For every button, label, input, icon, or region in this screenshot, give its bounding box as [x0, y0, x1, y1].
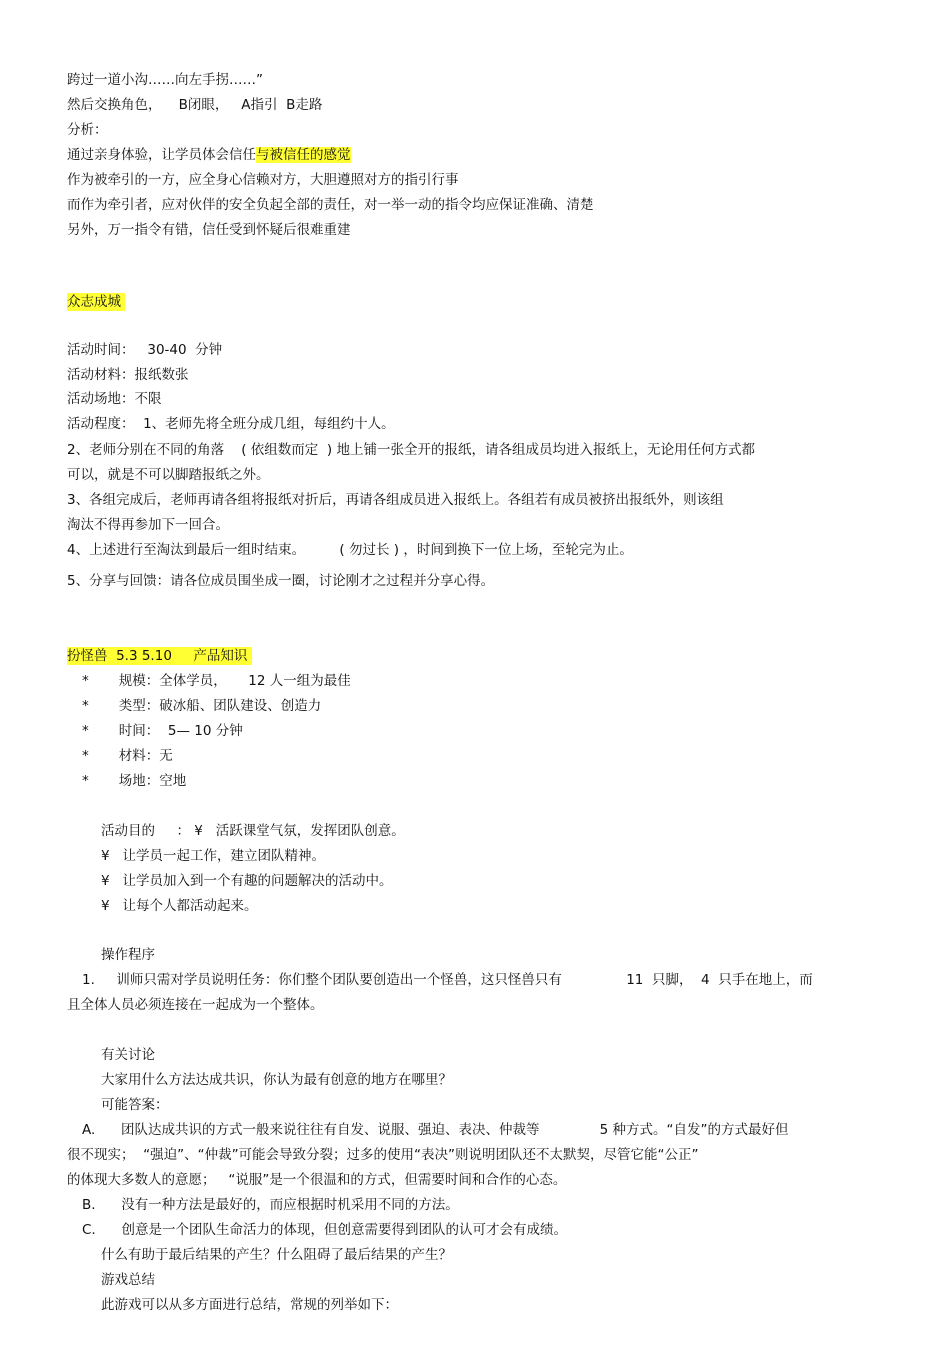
- bgs-bullet-type: * 类型：破冰船、团队建设、创造力: [82, 698, 322, 714]
- intro-line-4-highlight: 与被信任的感觉: [256, 147, 351, 163]
- bgs-bullet-time: * 时间： 5— 10 分钟: [82, 723, 243, 739]
- bgs-answer-a-1: A. 团队达成共识的方式一般来说往往有自发、说服、强迫、表决、仲裁等 5 种方式。“自发”的方式最好但: [82, 1122, 789, 1138]
- intro-line-5: 作为被牵引的一方，应全身心信赖对方，大胆遵照对方的指引行事: [67, 172, 459, 188]
- intro-line-4-plain: 通过亲身体验，让学员体会信任: [67, 147, 256, 163]
- bgs-goal-1: 活动目的 ： ¥ 活跃课堂气氛，发挥团队创意。: [101, 823, 405, 839]
- bgs-bullet-material: * 材料：无: [82, 748, 173, 764]
- bgs-answers-title: 可能答案：: [101, 1097, 169, 1113]
- zz-step-2b: 可以，就是不可以脚踏报纸之外。: [67, 467, 270, 483]
- bgs-operation-1a: 1. 训师只需对学员说明任务：你们整个团队要创造出一个怪兽，这只怪兽只有 11 只脚， 4 只手在地上，而: [82, 972, 813, 988]
- bgs-answer-c: C. 创意是一个团队生命活力的体现，但创意需要得到团队的认可才会有成绩。: [82, 1222, 567, 1238]
- bgs-bullet-scale: * 规模：全体学员， 12 人一组为最佳: [82, 673, 351, 689]
- zz-step-4: 4、上述进行至淘汰到最后一组时结束。 ( 勿过长 ) ，时间到换下一位上场，至轮完为止。: [67, 542, 633, 558]
- zz-step-1: 活动程度： 1、老师先将全班分成几组，每组约十人。: [67, 416, 395, 432]
- intro-line-6: 而作为牵引者，应对伙伴的安全负起全部的责任，对一举一动的指令均应保证准确、清楚: [67, 197, 594, 213]
- zz-step-5: 5、分享与回馈：请各位成员围坐成一圈，讨论刚才之过程并分享心得。: [67, 573, 495, 589]
- bgs-bullet-venue: * 场地：空地: [82, 773, 187, 789]
- section-title-zhongzhichengcheng: 众志成城: [67, 294, 126, 310]
- bgs-summary-text: 此游戏可以从多方面进行总结，常规的列举如下：: [101, 1297, 398, 1313]
- bgs-discussion-title: 有关讨论: [101, 1047, 155, 1063]
- intro-line-4: [67, 146, 351, 164]
- bgs-goal-4: ¥ 让每个人都活动起来。: [101, 898, 258, 914]
- bgs-answer-a-3: 的体现大多数人的意愿； “说服”是一个很温和的方式，但需要时间和合作的心态。: [67, 1172, 567, 1188]
- zz-venue: 活动场地：不限: [67, 391, 162, 407]
- bgs-operation-title: 操作程序: [101, 947, 155, 963]
- zz-step-2a: 2、老师分别在不同的角落 ( 依组数而定 ) 地上铺一张全开的报纸，请各组成员均进入报纸上，无论用任何方式都: [67, 442, 755, 458]
- bgs-summary-title: 游戏总结: [101, 1272, 155, 1288]
- intro-analysis-label: 分析：: [67, 122, 108, 138]
- zz-step-3a: 3、各组完成后，老师再请各组将报纸对折后，再请各组成员进入报纸上。各组若有成员被挤出报纸外，则该组: [67, 492, 724, 508]
- bgs-question-2: 什么有助于最后结果的产生？什么阻碍了最后结果的产生？: [101, 1247, 452, 1263]
- intro-line-1: 跨过一道小沟……向左手拐……”: [67, 72, 263, 88]
- section-title-banguaishou: 扮怪兽 5.3 5.10 产品知识: [67, 648, 252, 664]
- intro-line-2: 然后交换角色， B闭眼， A指引 B走路: [67, 97, 323, 113]
- bgs-goal-2: ¥ 让学员一起工作，建立团队精神。: [101, 848, 325, 864]
- bgs-answer-a-2: 很不现实； “强迫”、“仲裁”可能会导致分裂；过多的使用“表决”则说明团队还不太默契，尽管它能“公正”: [67, 1147, 699, 1163]
- bgs-discussion-question: 大家用什么方法达成共识，你认为最有创意的地方在哪里？: [101, 1072, 452, 1088]
- zz-material: 活动材料：报纸数张: [67, 367, 189, 383]
- bgs-operation-1b: 且全体人员必须连接在一起成为一个整体。: [67, 997, 324, 1013]
- zz-step-3b: 淘汰不得再参加下一回合。: [67, 517, 229, 533]
- zz-time: 活动时间： 30-40 分钟: [67, 342, 223, 358]
- intro-line-7: 另外，万一指令有错，信任受到怀疑后很难重建: [67, 222, 351, 238]
- bgs-answer-b: B. 没有一种方法是最好的，而应根据时机采用不同的方法。: [82, 1197, 459, 1213]
- bgs-goal-3: ¥ 让学员加入到一个有趣的问题解决的活动中。: [101, 873, 393, 889]
